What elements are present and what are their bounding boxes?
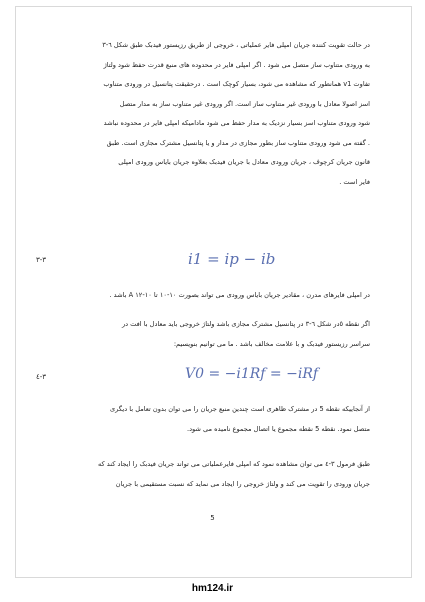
site-footer: hm124.ir	[191, 583, 234, 594]
text-line: قانون جریان کرچوف ، جریان ورودی معادل با جریان فیدبک بعلاوه جریان بایاس ورودی امپلی	[118, 158, 370, 166]
paragraph-summing-point	[50, 400, 370, 439]
text-line: . گفته می شود ورودی متناوب ساز بطور مجازی در مدار و یا پتانسیل مشترک مجازی است. طبق	[106, 138, 370, 147]
equation-number: ٣-٤	[36, 373, 47, 381]
text-line: متصل نمود. نقطه 5 نقطه مجموع یا اتصال مجموع نامیده می شود.	[186, 424, 370, 433]
page-number: 5	[210, 514, 215, 522]
text-line: طبق فرمول ٣-٤ می توان مشاهده نمود که امپلی فایرعملیاتی می تواند جریان فیدبک را ایجاد کند که	[97, 460, 370, 468]
text-line: جریان ورودی را تقویت می کند و ولتاژ خروجی را ایجاد می نماید که نسبت مستقیمی با جریان	[115, 479, 370, 488]
paragraph-current-amplifier	[50, 36, 370, 192]
bias-current-line: در امپلی فایرهای مدرن ، مقادیر جریان بایاس ورودی می تواند بصورت ١٠-١٠ تا ١٠-١٢ A باشد .	[109, 291, 370, 299]
text-line: به ورودی متناوب ساز متصل می شود . اگر امپلی فایر در محدوده های منبع قدرت حفظ شود ولتاژ	[103, 60, 370, 69]
text-line: فایر است .	[339, 177, 370, 186]
equation-number: ٣-٣	[36, 256, 47, 264]
equation-3-4: V0 = −i1Rf = −iRf	[185, 366, 319, 382]
text-line: سراسر رزیستور فیدبک و با علامت مخالف باشد . ما می توانیم بنویسیم:	[173, 339, 370, 348]
paragraph-feedback-current	[50, 455, 370, 494]
text-line: در حالت تقویت کننده جریان امپلی فایر عملیاتی ، خروجی از طریق رزیستور فیدبک طبق شکل ٦-٣	[102, 41, 370, 49]
text-line: اگر نقطه ٥در شکل ٦-٣ در پتانسیل مشترک مجازی باشد ولتاژ خروجی باید معادل با افت در	[121, 320, 370, 328]
text-line: اسز اصولا معادل با ورودی غیر متناوب ساز است. اگر ورودی غیر متناوب ساز به مدار متصل	[119, 99, 370, 108]
text-line: از آنجاییکه نقطه 5 در مشترک ظاهری است چندین منبع جریان را می توان بدون تعامل با دیگری	[109, 405, 370, 413]
text-line: تفاوت v1 همانطور که مشاهده می شود، بسیار کوچک است . درحقیقت پتانسیل در ورودی متناوب	[103, 80, 370, 88]
paragraph-virtual-common	[50, 315, 370, 354]
text-line: شود ورودی متناوب اسز بسیار نزدیک به مدار حفظ می شود مادامیکه امپلی فایر در محدوده نباشد	[103, 119, 370, 127]
equation-3-3: i1 = ip − ib	[188, 250, 276, 268]
